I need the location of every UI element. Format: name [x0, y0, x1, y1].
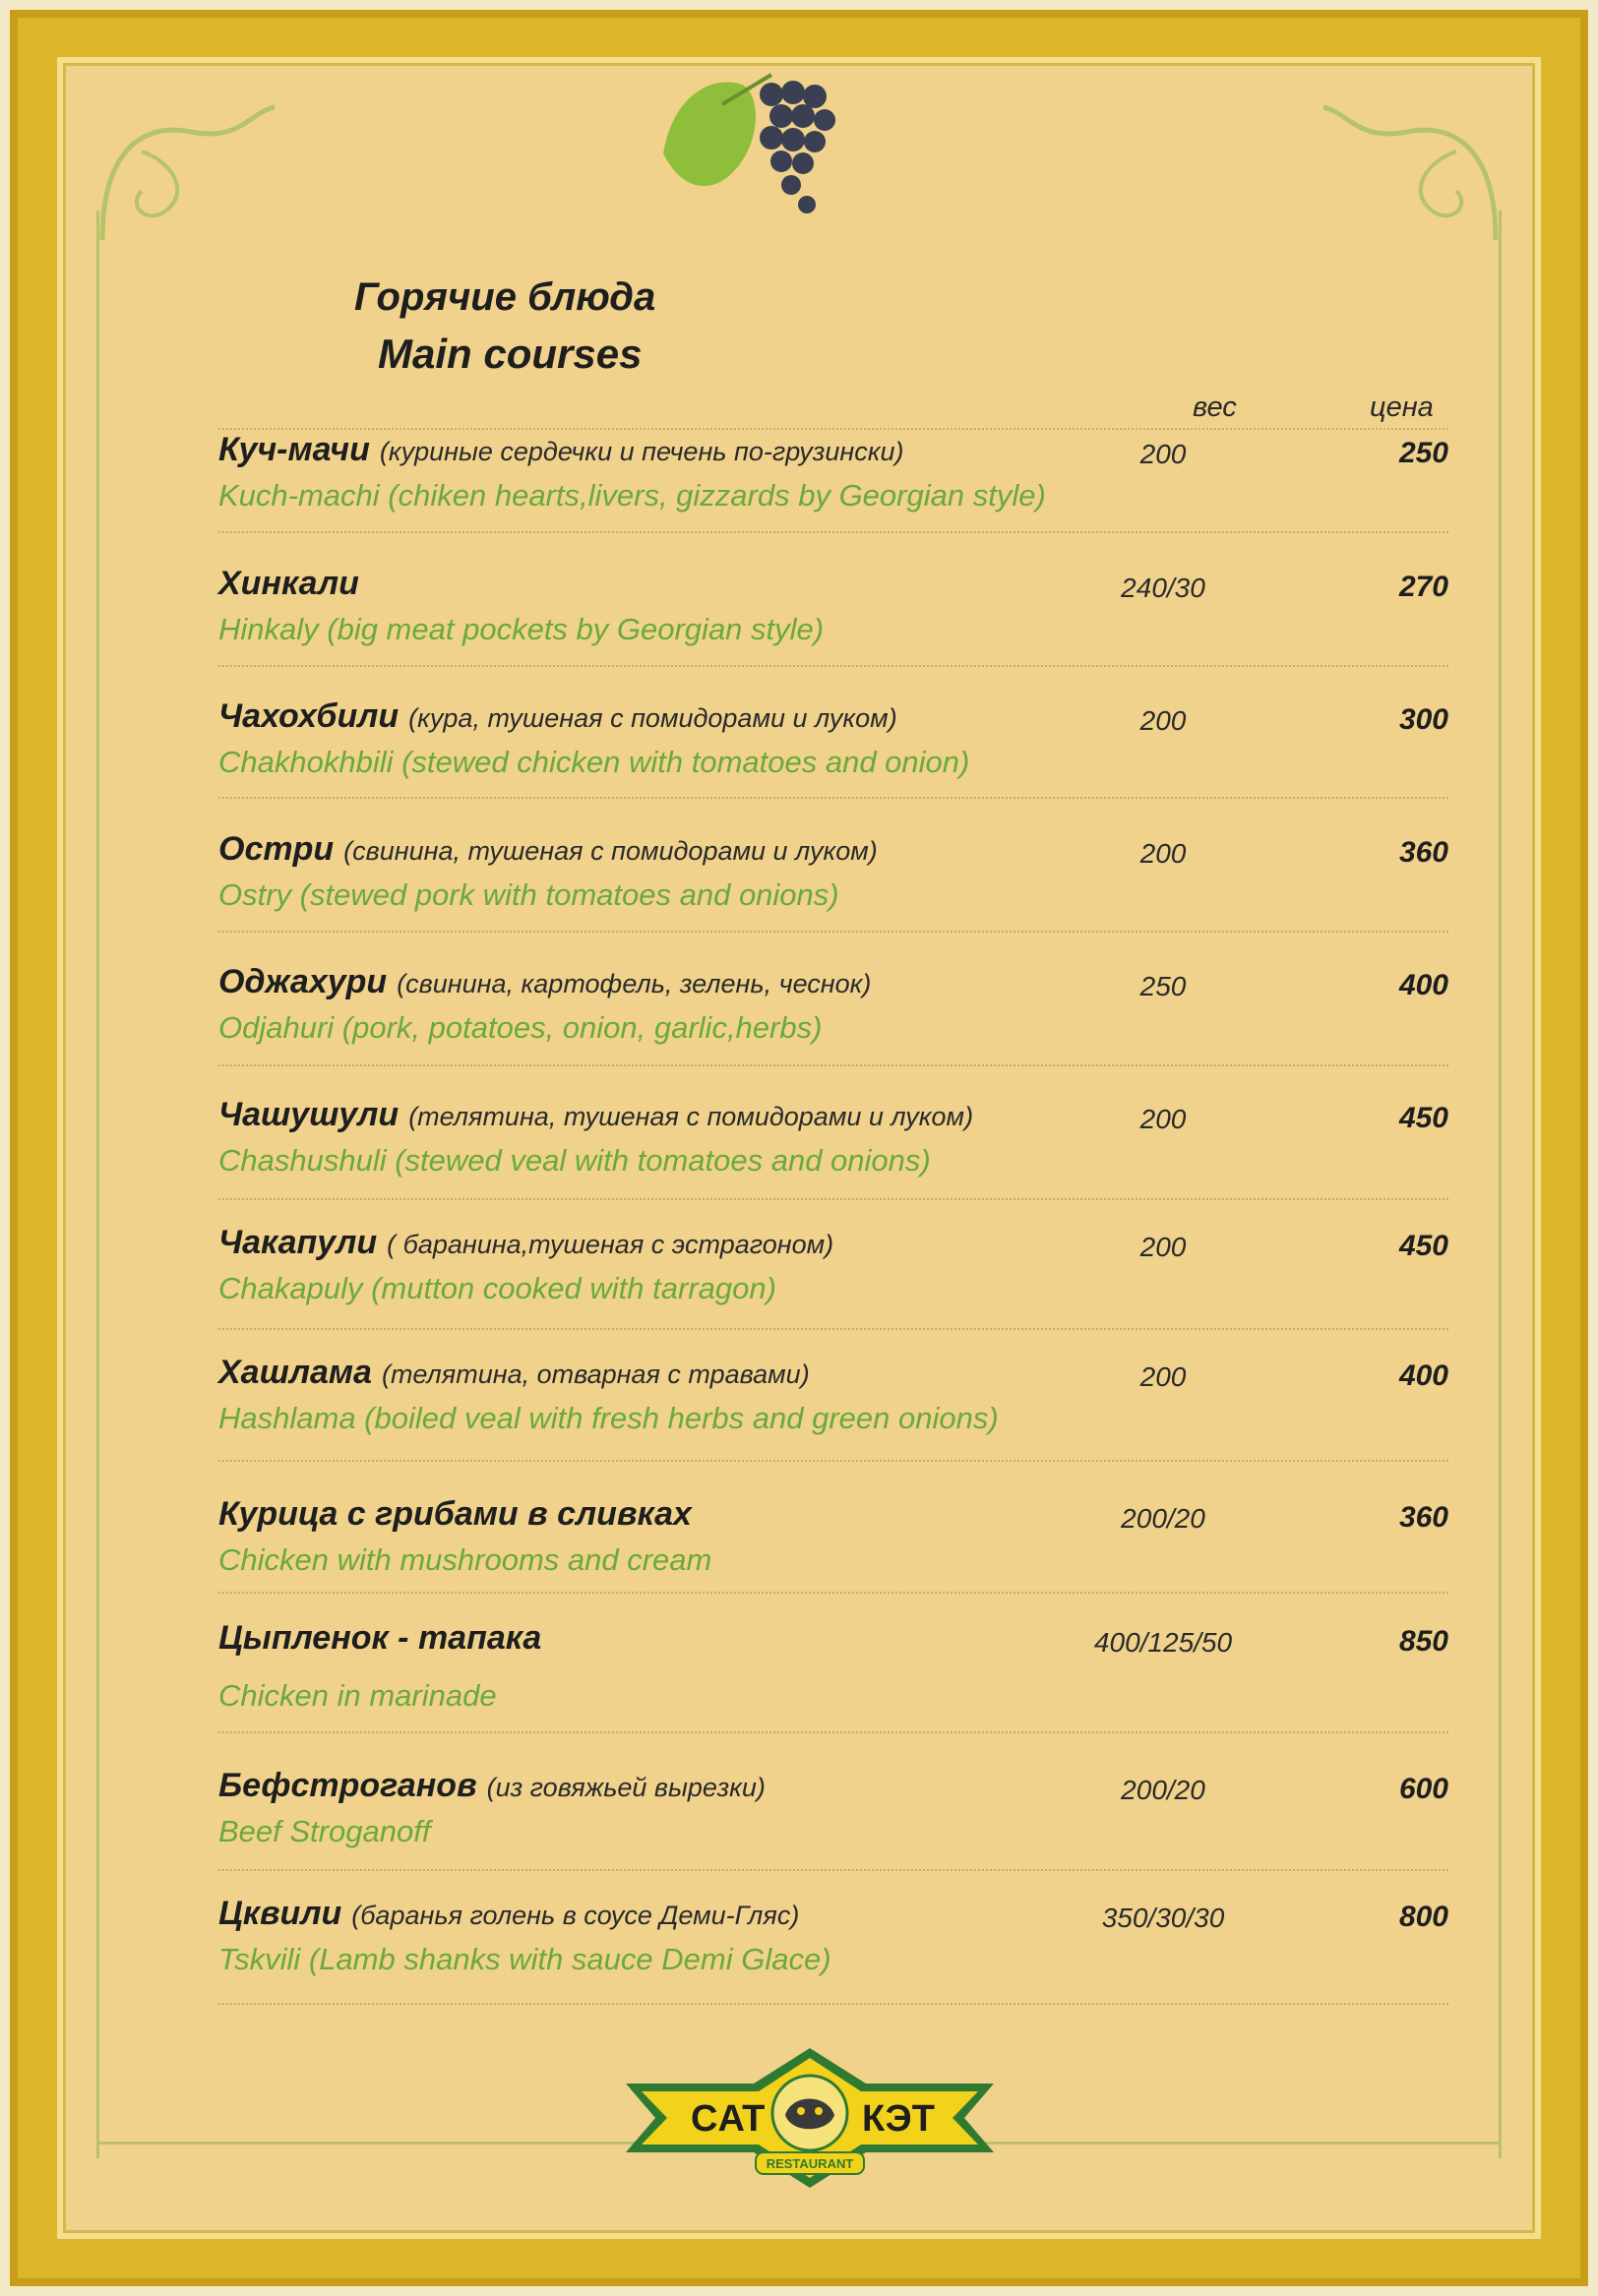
- menu-item: [218, 565, 1448, 647]
- dish-name-ru: Цыпленок - тапака: [218, 1619, 542, 1657]
- dish-name-ru: Остри: [218, 830, 335, 868]
- dotted-divider: [218, 2003, 1448, 2005]
- dish-price: 600: [1398, 1773, 1448, 1805]
- column-header-weight: вес: [1193, 392, 1237, 423]
- dish-weight: 200/20: [1121, 1775, 1205, 1805]
- dish-weight: 200: [1139, 1361, 1187, 1392]
- dish-price: 450: [1398, 1102, 1448, 1134]
- dish-name-ru: Куч-мачи: [218, 431, 370, 468]
- dotted-divider: [218, 1592, 1448, 1594]
- dish-description-ru: ( баранина,тушеная с эстрагоном): [387, 1230, 834, 1259]
- menu-item: [218, 1096, 1448, 1178]
- dish-name-en: Chicken with mushrooms and cream: [218, 1542, 712, 1577]
- dish-name-en: Ostry (stewed pork with tomatoes and onions): [218, 877, 839, 912]
- dish-price: 800: [1398, 1901, 1448, 1933]
- dish-weight: 400/125/50: [1093, 1627, 1233, 1658]
- section-title-en: Main courses: [378, 331, 643, 377]
- dish-name-ru: Чашушули: [218, 1096, 400, 1133]
- dish-weight: 200/20: [1121, 1503, 1205, 1534]
- logo-badge-text: RESTAURANT: [766, 2156, 854, 2171]
- dish-price: 270: [1398, 571, 1448, 603]
- dish-description-ru: (баранья голень в соусе Деми-Гляс): [351, 1901, 800, 1930]
- dish-description-ru: (из говяжьей вырезки): [486, 1773, 766, 1802]
- menu-item: [218, 1895, 1448, 1977]
- dish-name-en: Hinkaly (big meat pockets by Georgian style): [218, 612, 825, 646]
- dish-name-en: Odjahuri (pork, potatoes, onion, garlic,herbs): [218, 1010, 823, 1045]
- dish-weight: 200: [1139, 439, 1187, 469]
- menu-item: [218, 963, 1448, 1046]
- dish-name-en: Hashlama (boiled veal with fresh herbs and green onions): [218, 1401, 999, 1435]
- dish-description-ru: (кура, тушеная с помидорами и луком): [408, 703, 897, 733]
- dish-name-en: Tskvili (Lamb shanks with sauce Demi Glace): [218, 1942, 831, 1976]
- logo-text-right: КЭТ: [862, 2098, 935, 2140]
- dish-weight: 240/30: [1121, 573, 1205, 603]
- menu-item: [218, 697, 1448, 780]
- dish-description-ru: (свинина, картофель, зелень, чеснок): [397, 969, 872, 998]
- menu-item: [218, 431, 1448, 514]
- dish-weight: 200: [1139, 1232, 1187, 1262]
- dotted-divider: [218, 797, 1448, 799]
- dish-description-ru: (телятина, отварная с травами): [381, 1359, 810, 1389]
- dotted-divider: [218, 1064, 1448, 1066]
- column-header-price: цена: [1370, 392, 1434, 423]
- dish-description-ru: (куриные сердечки и печень по-грузински): [379, 437, 904, 466]
- dish-price: 300: [1398, 703, 1448, 736]
- dish-name-en: Chakapuly (mutton cooked with tarragon): [218, 1271, 776, 1305]
- dish-description-ru: (свинина, тушеная с помидорами и луком): [343, 836, 878, 866]
- dish-name-ru: Цквили: [218, 1895, 342, 1932]
- dish-price: 450: [1398, 1230, 1448, 1262]
- menu-item: [218, 1354, 1448, 1436]
- dotted-divider: [218, 1328, 1448, 1330]
- dotted-divider: [218, 931, 1448, 933]
- menu-item: [218, 1767, 1448, 1849]
- dish-description-ru: (телятина, тушеная с помидорами и луком): [408, 1102, 974, 1131]
- dotted-divider: [218, 531, 1448, 533]
- dish-name-en: Beef Stroganoff: [218, 1814, 431, 1848]
- menu-item: [218, 1224, 1448, 1306]
- dish-weight: 200: [1139, 1104, 1187, 1134]
- dish-weight: 350/30/30: [1101, 1903, 1225, 1933]
- dish-price: 400: [1398, 969, 1448, 1001]
- dish-weight: 200: [1139, 838, 1187, 869]
- dish-name-en: Kuch-machi (chiken hearts,livers, gizzards by Georgian style): [218, 478, 1046, 513]
- dish-price: 360: [1398, 836, 1448, 869]
- menu-item: [218, 830, 1448, 913]
- logo-text-left: CAT: [691, 2098, 766, 2140]
- dish-name-ru: Чакапули: [218, 1224, 378, 1261]
- dish-name-en: Chakhokhbili (stewed chicken with tomatoes and onion): [218, 745, 970, 779]
- dish-name-ru: Курица с грибами в сливках: [218, 1495, 692, 1533]
- dish-price: 400: [1398, 1359, 1448, 1392]
- dish-name-ru: Чахохбили: [218, 697, 400, 735]
- dish-weight: 250: [1139, 971, 1187, 1001]
- dotted-divider: [218, 665, 1448, 667]
- dotted-divider: [218, 1731, 1448, 1733]
- menu-item: [218, 1495, 1448, 1578]
- dish-price: 850: [1398, 1625, 1448, 1658]
- dotted-divider: [218, 1869, 1448, 1871]
- dish-name-ru: Бефстроганов: [218, 1767, 477, 1804]
- dish-name-ru: Хашлама: [218, 1354, 372, 1391]
- menu-item: [218, 1619, 1448, 1714]
- dish-name-en: Chicken in marinade: [218, 1678, 497, 1713]
- section-title-ru: Горячие блюда: [354, 275, 656, 319]
- dish-weight: 200: [1139, 705, 1187, 736]
- dish-name-ru: Оджахури: [218, 963, 388, 1000]
- dish-price: 250: [1398, 437, 1448, 469]
- restaurant-logo: [620, 2044, 1000, 2192]
- dish-name-ru: Хинкали: [218, 565, 359, 602]
- dotted-divider: [218, 1460, 1448, 1462]
- dish-name-en: Chashushuli (stewed veal with tomatoes and onions): [218, 1143, 931, 1178]
- dish-price: 360: [1398, 1501, 1448, 1534]
- dotted-divider: [218, 1198, 1448, 1200]
- dotted-divider: [218, 428, 1448, 430]
